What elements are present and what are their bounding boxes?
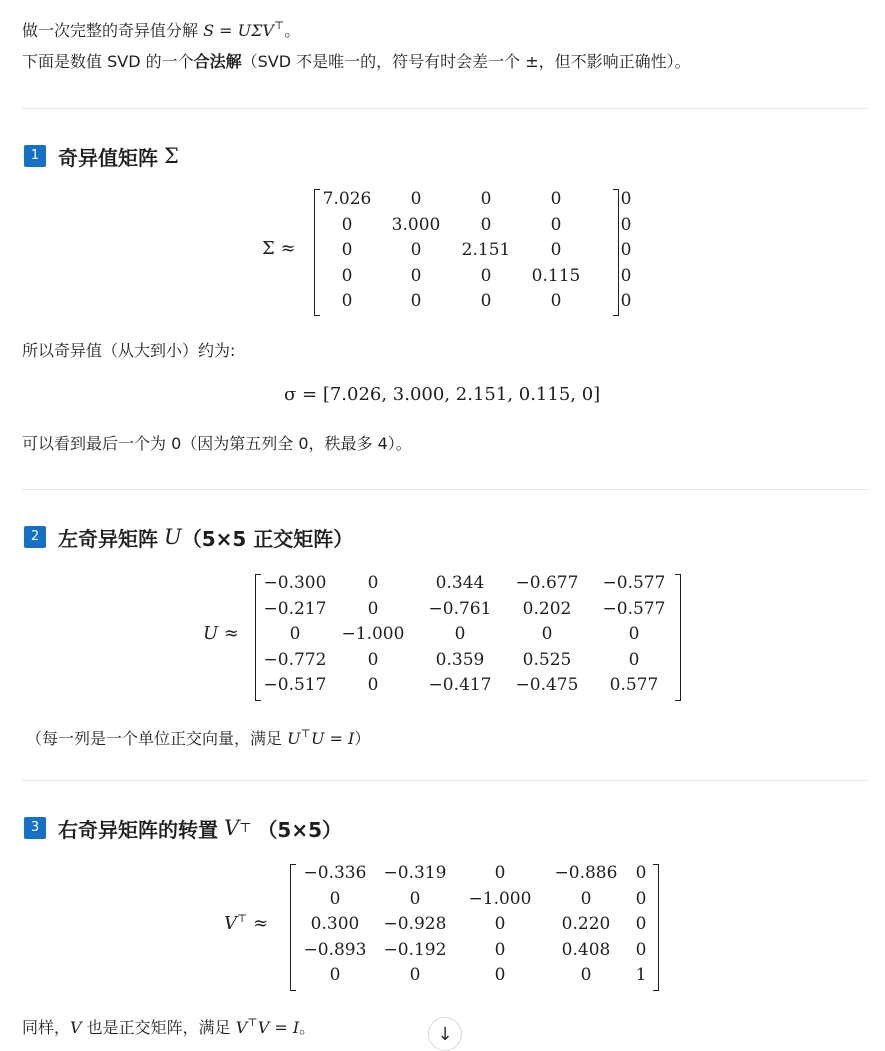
intro-text: 做一次完整的奇异值分解: [22, 21, 204, 40]
matrix-cell: 0: [341, 214, 353, 235]
matrix-cell: 0: [289, 624, 301, 644]
section-suffix: （5×5 正交矩阵）: [181, 526, 354, 551]
note-math: V: [70, 1018, 82, 1037]
matrix-grid: [260, 571, 678, 699]
vt-symbol: V: [224, 816, 240, 840]
matrix-cell: −0.772: [263, 649, 327, 670]
u-symbol: U: [164, 525, 182, 549]
singular-values-equation: σ = [7.026, 3.000, 2.151, 0.115, 0]: [284, 384, 601, 405]
matrix-cell: 0: [494, 939, 506, 960]
transpose-sup: ⊤: [300, 727, 311, 740]
matrix-grid: [322, 187, 652, 315]
v-orthogonal-note: [22, 1011, 315, 1040]
matrix-cell: 0: [620, 240, 632, 260]
matrix-label: U ≈: [203, 623, 239, 644]
matrix-cell: −0.300: [263, 573, 327, 593]
matrix-cell: 0: [329, 965, 341, 985]
intro-bold: 合法解: [193, 52, 242, 71]
section-1-heading: [24, 142, 179, 170]
scroll-down-button[interactable]: [428, 1017, 462, 1051]
matrix-cell: 0: [367, 573, 379, 593]
note-text: （每一列是一个单位正交向量，满足: [26, 729, 288, 748]
matrix-cell: −0.577: [602, 573, 666, 593]
right-bracket: [653, 864, 659, 991]
svd-formula: S = UΣV: [203, 21, 274, 40]
sigma-symbol: Σ: [164, 144, 179, 168]
matrix-cell: 0: [541, 624, 553, 644]
matrix-cell: 0: [329, 888, 341, 909]
singular-values-intro: 所以奇异值（从大到小）约为:: [22, 341, 236, 360]
matrix-cell: 0: [580, 965, 592, 985]
rank-note: 可以看到最后一个为 0（因为第五列全 0，秩最多 4）。: [22, 434, 412, 453]
matrix-cell: −0.893: [303, 939, 367, 960]
matrix-cell: 0: [635, 914, 647, 934]
matrix-cell: 0.115: [531, 265, 581, 286]
matrix-cell: 0.220: [561, 914, 611, 934]
matrix-cell: −1.000: [341, 624, 405, 644]
intro-line-1: [22, 14, 300, 43]
matrix-cell: −0.319: [383, 863, 447, 883]
section-2-heading: [24, 523, 353, 551]
matrix-cell: −0.928: [383, 914, 447, 934]
matrix-cell: 0: [550, 189, 562, 209]
transpose-sup: ⊤: [239, 820, 252, 836]
note-math: U: [287, 729, 301, 748]
arrow-down-icon: ↓: [437, 1023, 453, 1045]
matrix-cell: 0.202: [522, 598, 572, 619]
approx-sign: ≈: [247, 913, 269, 934]
orthogonality-note: [26, 722, 370, 751]
matrix-cell: 2.151: [461, 240, 511, 260]
matrix-cell: 0: [410, 291, 422, 311]
matrix-cell: 0: [480, 189, 492, 209]
matrix-label-v: V: [224, 913, 237, 934]
matrix-cell: 0: [409, 888, 421, 909]
matrix-cell: 0: [550, 291, 562, 311]
matrix-cell: 0: [628, 649, 640, 670]
matrix-cell: −0.217: [263, 598, 327, 619]
transpose-sup: ⊤: [247, 1016, 258, 1029]
matrix-cell: 0.344: [435, 573, 485, 593]
section-number-badge: 1: [24, 145, 46, 167]
matrix-label: [224, 912, 268, 934]
intro-end: 。: [284, 21, 301, 40]
matrix-cell: 0: [367, 649, 379, 670]
matrix-cell: 0.577: [609, 675, 659, 695]
intro-text-b: （SVD 不是唯一的，符号有时会差一个 ±，但不影响正确性）。: [241, 52, 691, 71]
note-end: ）: [354, 729, 371, 748]
left-bracket: [314, 189, 320, 316]
note-end: 。: [299, 1018, 316, 1037]
note-math: V: [235, 1018, 248, 1037]
matrix-cell: −0.577: [602, 598, 666, 619]
section-3-heading: [24, 814, 342, 842]
matrix-cell: 3.000: [391, 214, 441, 235]
matrix-cell: 0: [494, 914, 506, 934]
matrix-cell: 0: [480, 291, 492, 311]
note-math: U = I: [310, 729, 355, 748]
matrix-cell: 0: [494, 965, 506, 985]
section-title: 奇异值矩阵: [58, 145, 158, 170]
matrix-cell: 0: [620, 214, 632, 235]
matrix-cell: 0: [635, 888, 647, 909]
section-title: 右奇异矩阵的转置: [58, 817, 218, 842]
right-bracket: [675, 574, 681, 701]
matrix-cell: −0.192: [383, 939, 447, 960]
matrix-cell: 0: [494, 863, 506, 883]
matrix-cell: 0: [635, 863, 647, 883]
divider: [22, 489, 867, 490]
matrix-cell: 0: [580, 888, 592, 909]
matrix-cell: 0: [550, 240, 562, 260]
matrix-cell: 0: [620, 189, 632, 209]
section-number-badge: 3: [24, 817, 46, 839]
matrix-cell: −0.886: [554, 863, 618, 883]
matrix-cell: 0.525: [522, 649, 572, 670]
matrix-cell: −0.761: [428, 598, 492, 619]
matrix-cell: 0: [341, 291, 353, 311]
matrix-cell: 0: [367, 675, 379, 695]
matrix-cell: 0: [367, 598, 379, 619]
matrix-cell: 0: [409, 965, 421, 985]
intro-line-2: [22, 50, 691, 74]
matrix-cell: 0: [341, 265, 353, 286]
note-math: V = I: [257, 1018, 300, 1037]
matrix-cell: 0: [635, 939, 647, 960]
matrix-cell: 0: [480, 265, 492, 286]
matrix-grid: [295, 861, 655, 989]
matrix-label: Σ ≈: [262, 238, 296, 259]
matrix-cell: 0.359: [435, 649, 485, 670]
matrix-cell: −0.517: [263, 675, 327, 695]
matrix-cell: 0: [628, 624, 640, 644]
matrix-cell: 0: [480, 214, 492, 235]
section-suffix: （5×5）: [257, 817, 342, 842]
matrix-cell: 0.408: [561, 939, 611, 960]
matrix-cell: −0.336: [303, 863, 367, 883]
matrix-cell: −0.677: [515, 573, 579, 593]
matrix-cell: −1.000: [468, 888, 532, 909]
section-title: 左奇异矩阵: [58, 526, 158, 551]
matrix-cell: 0: [410, 189, 422, 209]
section-number-badge: 2: [24, 526, 46, 548]
matrix-cell: 1: [635, 965, 647, 985]
matrix-cell: 0: [620, 291, 632, 311]
right-bracket: [613, 189, 619, 316]
divider: [22, 108, 867, 109]
matrix-cell: 0.300: [310, 914, 360, 934]
matrix-cell: −0.475: [515, 675, 579, 695]
matrix-cell: 0: [620, 265, 632, 286]
matrix-cell: 0: [410, 240, 422, 260]
intro-text-a: 下面是数值 SVD 的一个: [22, 52, 194, 71]
matrix-cell: −0.417: [428, 675, 492, 695]
transpose-sup: ⊤: [273, 19, 285, 32]
matrix-cell: 0: [454, 624, 466, 644]
note-text: 也是正交矩阵，满足: [81, 1018, 236, 1037]
note-text: 同样，: [22, 1018, 71, 1037]
divider: [22, 780, 867, 781]
matrix-cell: 7.026: [322, 189, 372, 209]
transpose-sup: ⊤: [237, 912, 248, 925]
matrix-cell: 0: [341, 240, 353, 260]
matrix-cell: 0: [410, 265, 422, 286]
matrix-cell: 0: [550, 214, 562, 235]
